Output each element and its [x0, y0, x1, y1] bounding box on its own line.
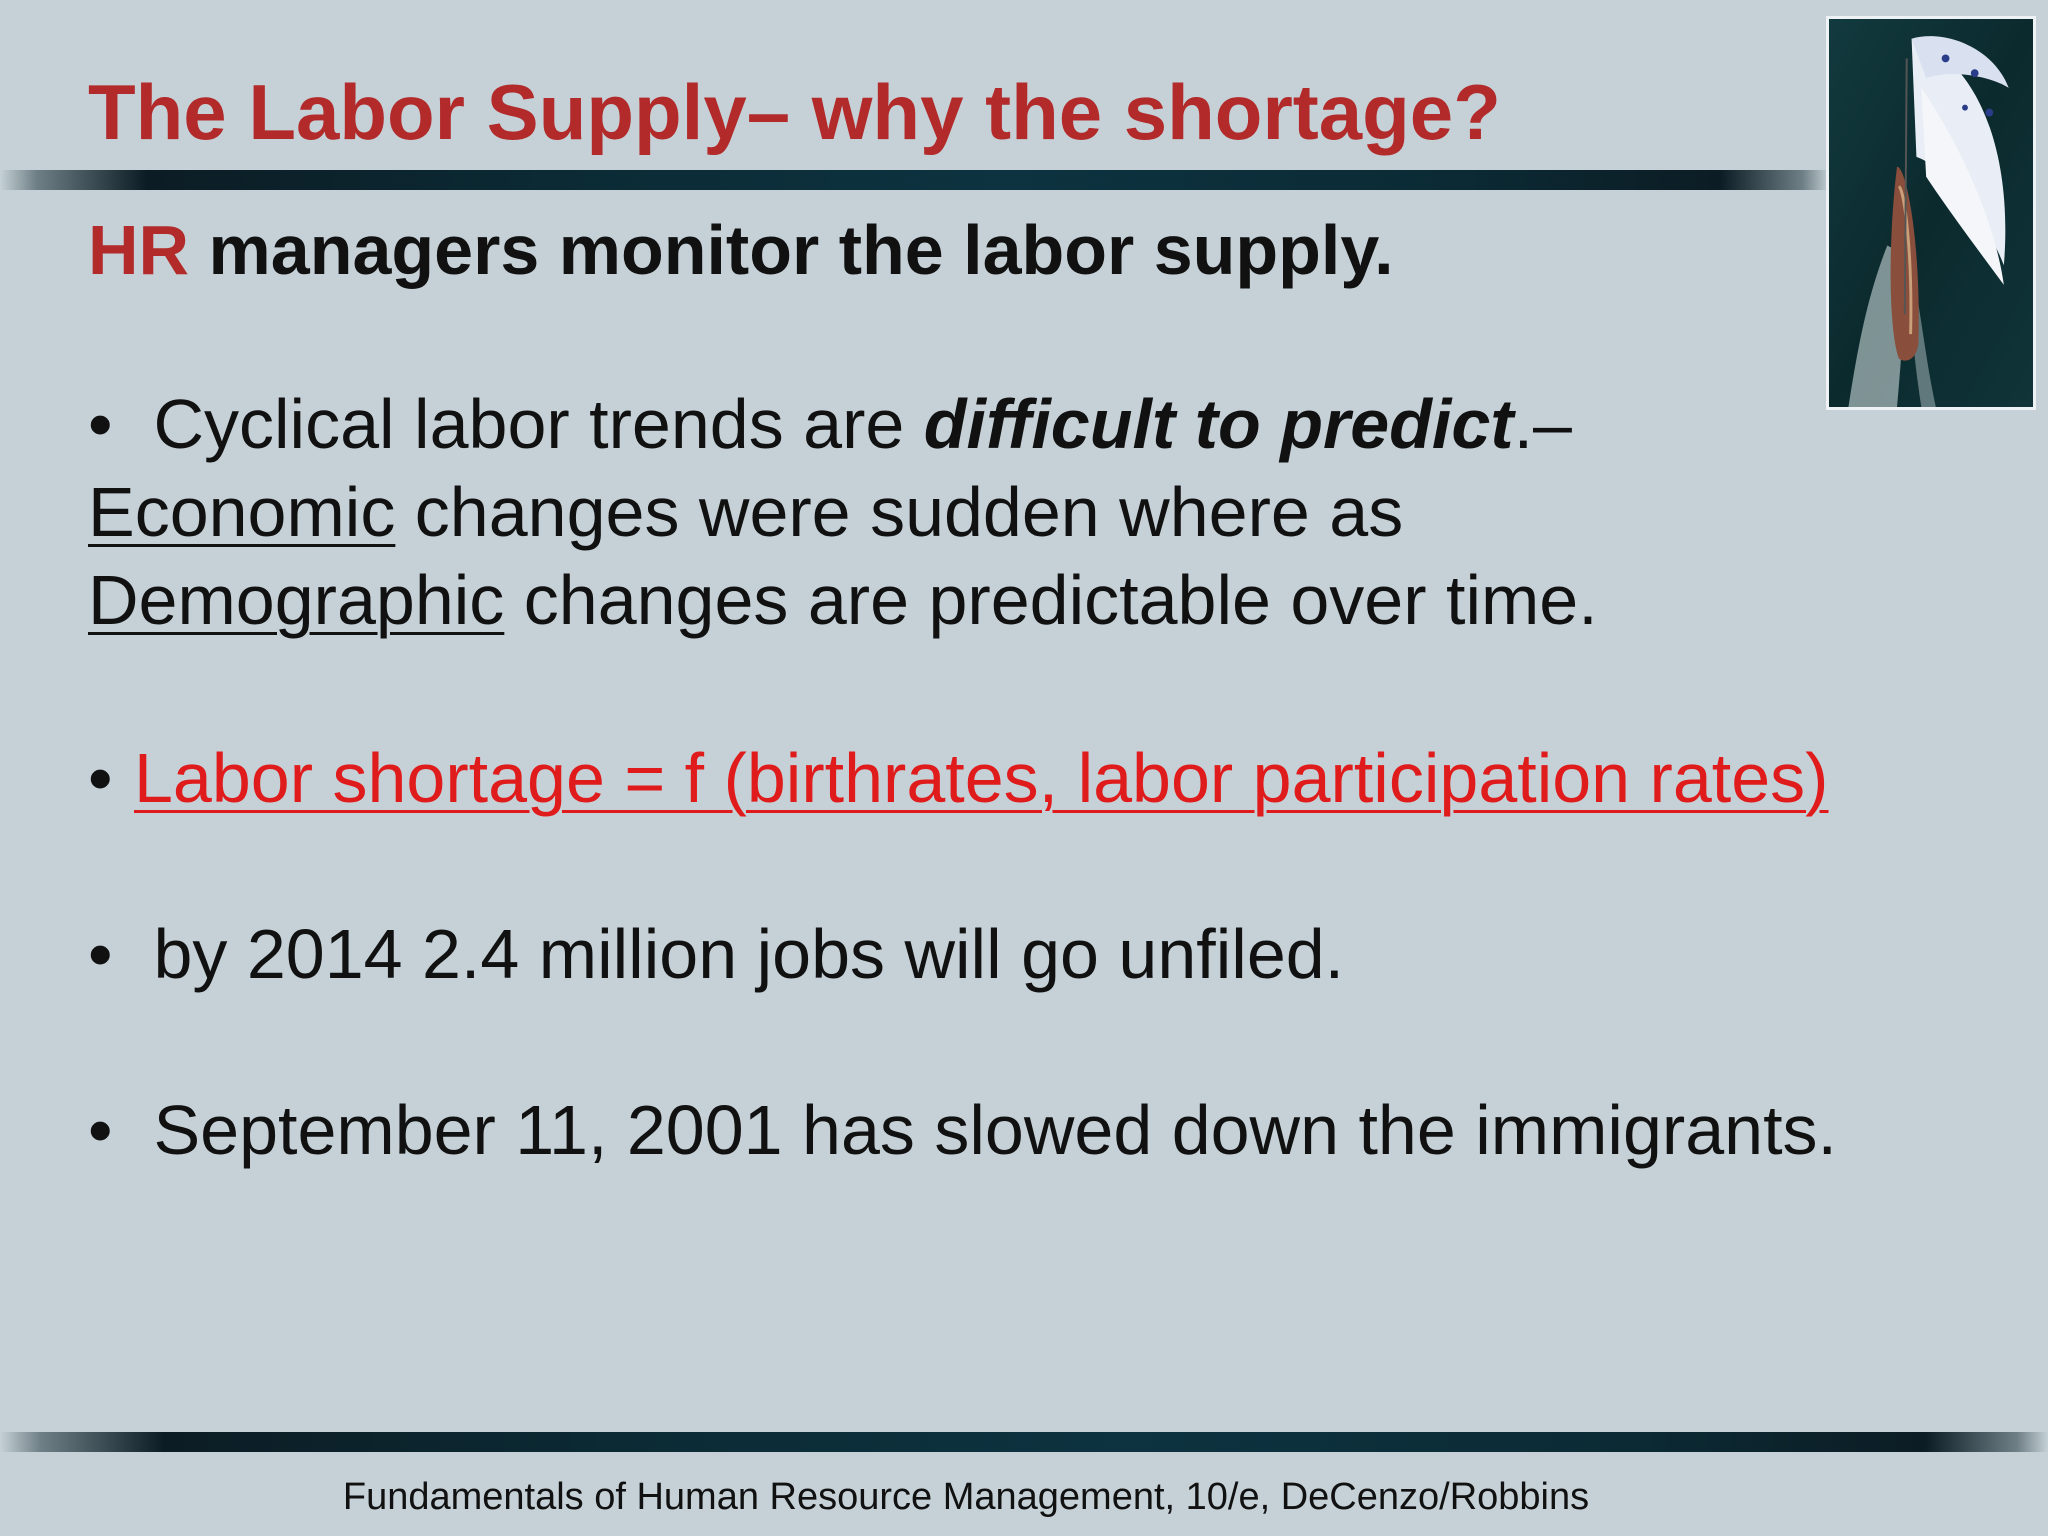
bullet-labor-shortage — [88, 734, 1829, 822]
title-divider — [0, 170, 1830, 190]
bullet-cyclical-trends — [88, 380, 1598, 644]
bullet-line-3 — [88, 556, 1598, 644]
bullet-line-2 — [88, 468, 1598, 556]
slide-footer: Fundamentals of Human Resource Management, 10/e, DeCenzo/Robbins — [342, 1476, 1590, 1518]
bullet-icon: • — [88, 739, 113, 817]
heading-rest: managers monitor the labor supply. — [189, 211, 1394, 289]
bullet-icon: • — [88, 1091, 113, 1169]
point1-lead: Cyclical labor trends are — [134, 385, 924, 463]
point3-text: by 2014 2.4 million jobs will go unfiled. — [134, 915, 1345, 993]
point1-emphasis: difficult to predict — [923, 385, 1514, 463]
labor-shortage-link[interactable]: Labor shortage = f (birthrates, labor participation rates) — [134, 739, 1829, 817]
heading-hr: HR — [88, 211, 190, 289]
bullet-line-1 — [88, 380, 1598, 468]
point1-line3-rest: changes are predictable over time. — [504, 561, 1598, 639]
sailboat-photo — [1826, 16, 2036, 410]
sailboat-image — [1829, 19, 2033, 407]
point1-after: .– — [1513, 385, 1572, 463]
demographic-term: Demographic — [88, 561, 505, 639]
bullet-icon: • — [88, 915, 113, 993]
point1-line2-rest: changes were sudden where as — [395, 473, 1404, 551]
bullet-icon: • — [88, 385, 113, 463]
slide-title: The Labor Supply– why the shortage? — [88, 68, 1501, 156]
bullet-immigration — [88, 1086, 1837, 1174]
economic-term: Economic — [88, 473, 396, 551]
slide-heading — [88, 208, 1394, 292]
footer-divider — [0, 1432, 2048, 1452]
point4-text: September 11, 2001 has slowed down the immigrants. — [134, 1091, 1837, 1169]
bullet-jobs-unfilled — [88, 910, 1344, 998]
